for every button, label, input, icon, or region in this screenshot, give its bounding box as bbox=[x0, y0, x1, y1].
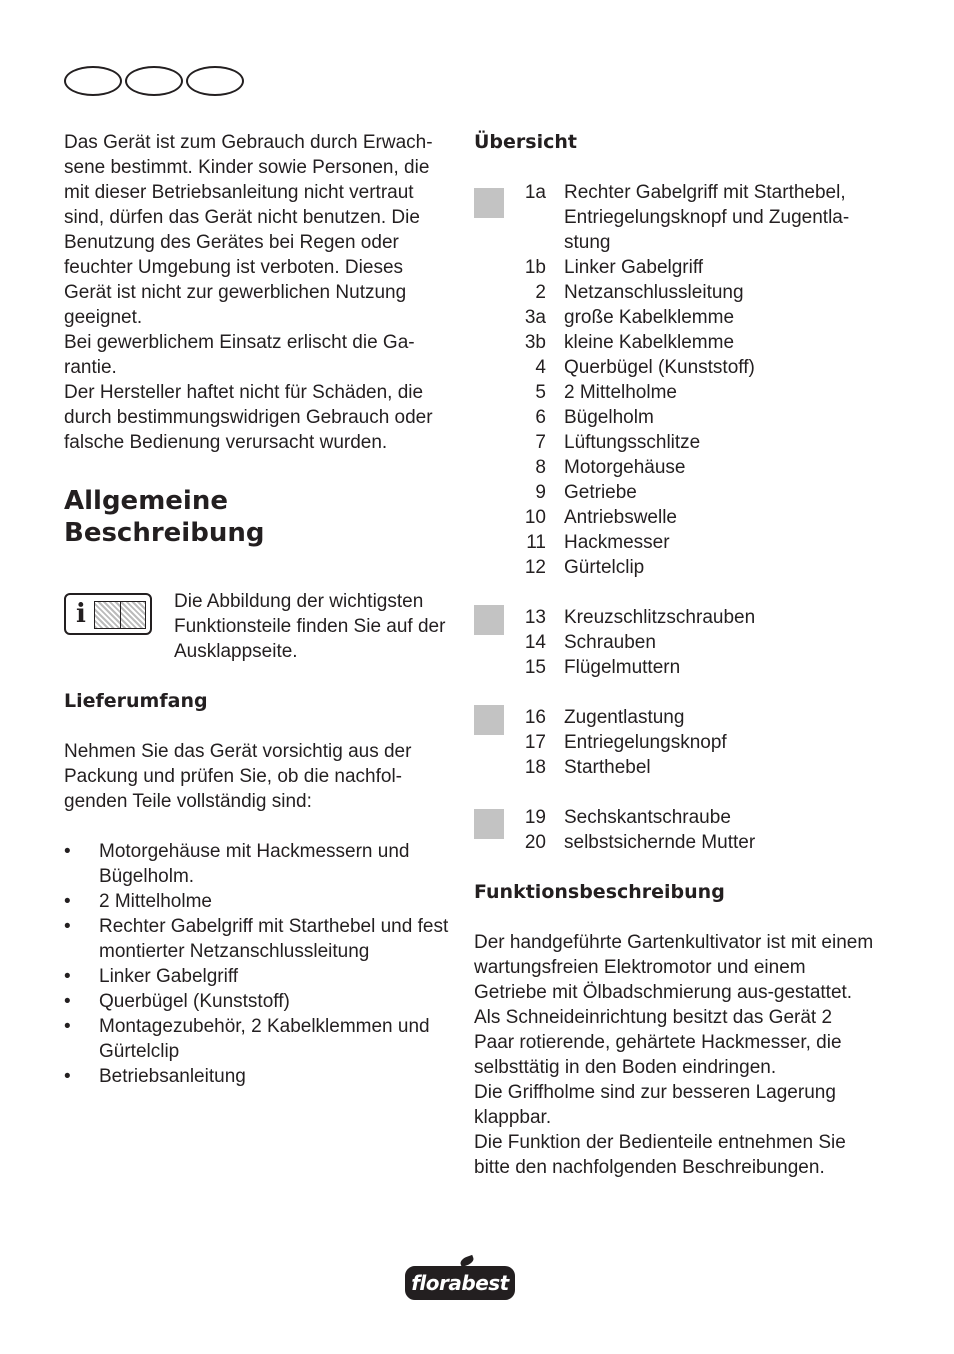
left-column bbox=[64, 130, 454, 1089]
part-label: kleine Kabelklemme bbox=[564, 332, 735, 353]
brand-logo: florabest bbox=[405, 1266, 515, 1300]
part-number: 18 bbox=[524, 757, 546, 778]
delivery-section bbox=[64, 689, 454, 1089]
function-paragraph: Der handgeführte Gartenkultivator ist mit einem wartungsfreien Elektromotor und einem Getriebe mit Ölbadschmierung aus-gestattet. bbox=[474, 932, 874, 1003]
general-heading bbox=[64, 485, 454, 549]
language-oval-1 bbox=[64, 66, 122, 96]
part-number: 8 bbox=[535, 457, 546, 478]
general-heading-line2: Beschreibung bbox=[64, 518, 265, 548]
general-heading-line1: Allgemeine bbox=[64, 486, 228, 516]
function-paragraph: Als Schneideinrichtung besitzt das Gerät 2 Paar rotierende, gehärtete Hackmesser, die selbsttätig in den Boden eindringen. bbox=[474, 1007, 842, 1078]
info-letter: i bbox=[76, 598, 86, 629]
delivery-intro: Nehmen Sie das Gerät vorsichtig aus der Packung und prüfen Sie, ob die nachfol-genden Teile vollständig sind: bbox=[64, 741, 412, 812]
list-item bbox=[474, 405, 874, 430]
list-item bbox=[474, 305, 874, 330]
part-label: Zugentlastung bbox=[564, 707, 685, 728]
list-item: • 2 Mittelholme bbox=[64, 889, 454, 914]
part-label: Netzanschlussleitung bbox=[564, 282, 744, 303]
function-paragraph: Die Funktion der Bedienteile entnehmen Sie bitte den nachfolgenden Beschreibungen. bbox=[474, 1132, 846, 1178]
part-label: Linker Gabelgriff bbox=[564, 257, 704, 278]
list-item bbox=[474, 705, 874, 730]
part-label: Flügelmuttern bbox=[564, 657, 681, 678]
part-label: Antriebswelle bbox=[564, 507, 677, 528]
list-item bbox=[474, 255, 874, 280]
list-item bbox=[474, 430, 874, 455]
language-oval-3 bbox=[186, 66, 244, 96]
part-number: 3b bbox=[524, 332, 546, 353]
list-item bbox=[474, 730, 874, 755]
list-item bbox=[474, 755, 874, 780]
part-number: 1b bbox=[524, 257, 546, 278]
part-label: Lüftungsschlitze bbox=[564, 432, 701, 453]
info-book-icon bbox=[64, 593, 152, 635]
list-item bbox=[474, 555, 874, 580]
delivery-heading: Lieferumfang bbox=[64, 690, 208, 712]
part-number: 1a bbox=[524, 182, 546, 203]
part-number: 6 bbox=[535, 407, 546, 428]
intro-paragraph: Das Gerät ist zum Gebrauch durch Erwach-sene bestimmt. Kinder sowie Personen, die mit dieser Betriebsanleitung nicht vertraut sind, dürfen das Gerät nicht benutzen. Die Benutzung des Gerätes bei Regen oder feuchter Umgebung ist verboten. Dieses Gerät ist nicht zur gewerblichen Nutzung geeignet. bbox=[64, 132, 433, 328]
intro-text bbox=[64, 130, 454, 455]
book-pages-icon bbox=[94, 601, 146, 629]
figure-swatch bbox=[474, 188, 504, 218]
part-label: Bügelholm bbox=[564, 407, 654, 428]
parts-group bbox=[474, 180, 874, 580]
part-label: Starthebel bbox=[564, 757, 651, 778]
part-number: 12 bbox=[524, 557, 546, 578]
part-label: Querbügel (Kunststoff) bbox=[564, 357, 755, 378]
list-item bbox=[474, 330, 874, 355]
function-text bbox=[474, 930, 874, 1180]
list-item bbox=[474, 280, 874, 305]
part-number: 14 bbox=[524, 632, 546, 653]
list-item bbox=[474, 505, 874, 530]
part-number: 3a bbox=[524, 307, 546, 328]
figure-swatch bbox=[474, 809, 504, 839]
list-item bbox=[474, 530, 874, 555]
part-label: Hackmesser bbox=[564, 532, 670, 553]
list-item bbox=[474, 830, 874, 855]
part-number: 15 bbox=[524, 657, 546, 678]
part-label: Kreuzschlitzschrauben bbox=[564, 607, 756, 628]
language-oval-2 bbox=[125, 66, 183, 96]
part-label: Motorgehäuse bbox=[564, 457, 686, 478]
part-number: 7 bbox=[535, 432, 546, 453]
part-number: 5 bbox=[535, 382, 546, 403]
right-column bbox=[474, 130, 874, 1180]
delivery-list bbox=[64, 839, 454, 1089]
part-label: große Kabelklemme bbox=[564, 307, 735, 328]
part-number: 10 bbox=[524, 507, 546, 528]
figure-swatch bbox=[474, 705, 504, 735]
part-label: Sechskantschraube bbox=[564, 807, 731, 828]
list-item bbox=[474, 180, 874, 255]
parts-list bbox=[474, 180, 874, 855]
function-heading: Funktionsbeschreibung bbox=[474, 881, 725, 903]
part-label: Rechter Gabelgriff mit Starthebel, Entriegelungsknopf und Zugentla-stung bbox=[564, 182, 850, 253]
list-item bbox=[474, 455, 874, 480]
part-label: Entriegelungsknopf bbox=[564, 732, 727, 753]
language-tabs bbox=[64, 66, 247, 96]
list-item: • Rechter Gabelgriff mit Starthebel und fest montierter Netzanschlussleitung bbox=[64, 914, 454, 964]
part-number: 19 bbox=[524, 807, 546, 828]
part-number: 9 bbox=[535, 482, 546, 503]
part-label: selbstsichernde Mutter bbox=[564, 832, 756, 853]
list-item: • Montagezubehör, 2 Kabelklemmen und Gürtelclip bbox=[64, 1014, 454, 1064]
info-note bbox=[64, 589, 454, 664]
figure-swatch bbox=[474, 605, 504, 635]
function-paragraph: Die Griffholme sind zur besseren Lagerung klappbar. bbox=[474, 1082, 836, 1128]
intro-paragraph: Bei gewerblichem Einsatz erlischt die Ga-rantie. bbox=[64, 332, 415, 378]
part-label: Schrauben bbox=[564, 632, 656, 653]
list-item bbox=[474, 630, 874, 655]
list-item bbox=[474, 655, 874, 680]
list-item: • Motorgehäuse mit Hackmessern und Bügelholm. bbox=[64, 839, 454, 889]
intro-paragraph: Der Hersteller haftet nicht für Schäden, die durch bestimmungswidrigen Gebrauch oder falsche Bedienung verursacht wurden. bbox=[64, 382, 433, 453]
part-label: Gürtelclip bbox=[564, 557, 645, 578]
part-number: 2 bbox=[535, 282, 546, 303]
part-label: 2 Mittelholme bbox=[564, 382, 677, 403]
list-item bbox=[474, 380, 874, 405]
parts-group bbox=[474, 805, 874, 855]
list-item bbox=[474, 355, 874, 380]
list-item: • Betriebsanleitung bbox=[64, 1064, 454, 1089]
info-text: Die Abbildung der wichtigsten Funktionsteile finden Sie auf der Ausklappseite. bbox=[174, 591, 446, 662]
parts-group bbox=[474, 605, 874, 680]
list-item bbox=[474, 605, 874, 630]
list-item: • Linker Gabelgriff bbox=[64, 964, 454, 989]
list-item bbox=[474, 480, 874, 505]
parts-group bbox=[474, 705, 874, 780]
part-number: 13 bbox=[524, 607, 546, 628]
list-item bbox=[474, 805, 874, 830]
part-number: 11 bbox=[526, 532, 546, 553]
part-number: 4 bbox=[535, 357, 546, 378]
part-number: 20 bbox=[524, 832, 546, 853]
part-label: Getriebe bbox=[564, 482, 637, 503]
part-number: 17 bbox=[524, 732, 546, 753]
part-number: 16 bbox=[524, 707, 546, 728]
list-item: • Querbügel (Kunststoff) bbox=[64, 989, 454, 1014]
overview-heading: Übersicht bbox=[474, 131, 577, 153]
